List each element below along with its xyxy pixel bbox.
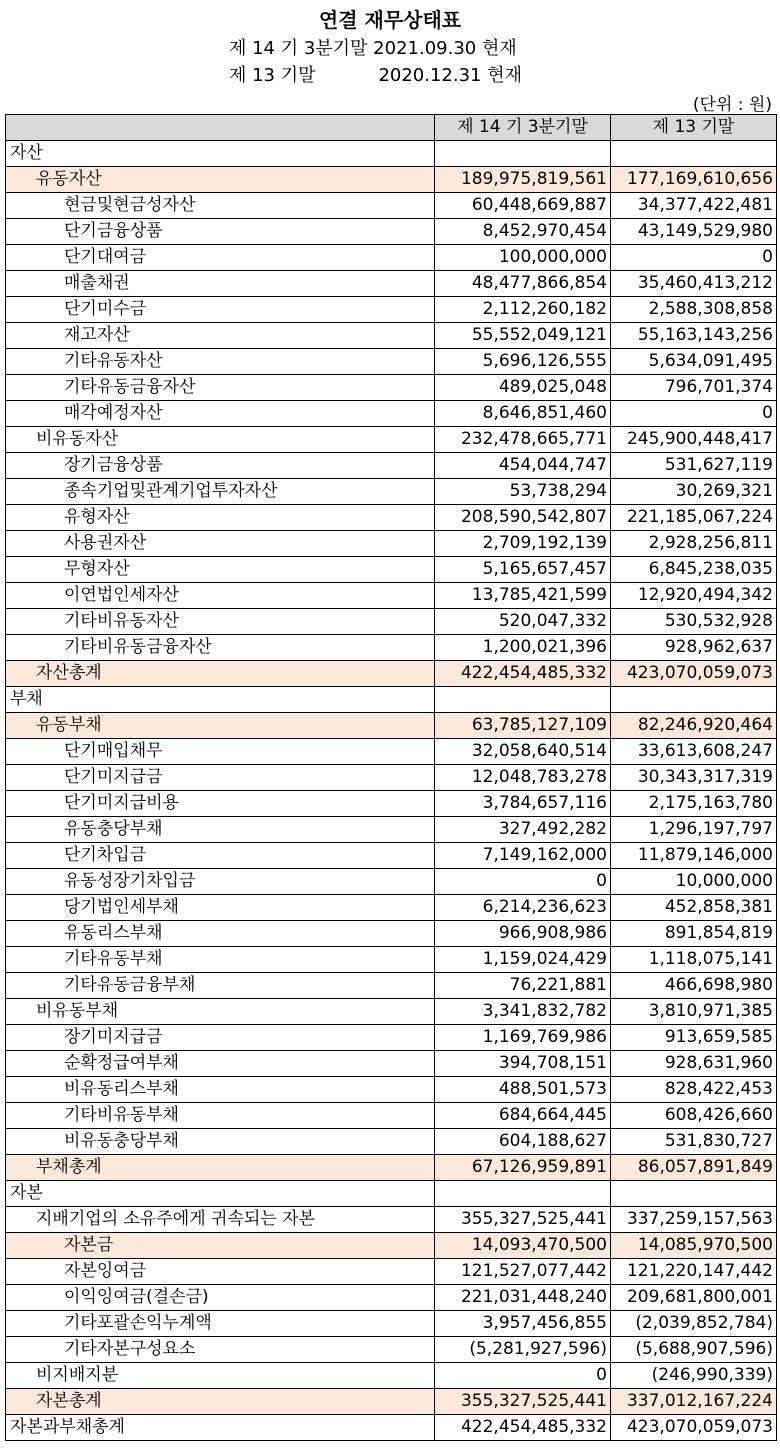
table-row bbox=[6, 1311, 777, 1337]
current-period-value: 355,327,525,441 bbox=[435, 1207, 611, 1233]
current-period-value bbox=[435, 1181, 611, 1207]
table-row bbox=[6, 505, 777, 531]
table-row bbox=[6, 141, 777, 167]
account-label: 단기미수금 bbox=[6, 297, 435, 323]
column-header-account bbox=[6, 115, 435, 141]
prior-period-value: 423,070,059,073 bbox=[611, 1415, 777, 1441]
prior-period-value: 2,588,308,858 bbox=[611, 297, 777, 323]
current-period-value: 13,785,421,599 bbox=[435, 583, 611, 609]
table-row bbox=[6, 609, 777, 635]
account-label: 현금및현금성자산 bbox=[6, 193, 435, 219]
current-period-value: 5,165,657,457 bbox=[435, 557, 611, 583]
account-label: 기타유동금융자산 bbox=[6, 375, 435, 401]
table-row bbox=[6, 531, 777, 557]
prior-period-value: 0 bbox=[611, 401, 777, 427]
current-period-value: 454,044,747 bbox=[435, 453, 611, 479]
prior-period-value: 177,169,610,656 bbox=[611, 167, 777, 193]
prior-period-value: 928,631,960 bbox=[611, 1051, 777, 1077]
table-row bbox=[6, 1233, 777, 1259]
current-period-value: 63,785,127,109 bbox=[435, 713, 611, 739]
table-row bbox=[6, 1103, 777, 1129]
current-period-value: 53,738,294 bbox=[435, 479, 611, 505]
table-row bbox=[6, 583, 777, 609]
account-label: 유동성장기차입금 bbox=[6, 869, 435, 895]
account-label: 이연법인세자산 bbox=[6, 583, 435, 609]
current-period-value: 60,448,669,887 bbox=[435, 193, 611, 219]
statement-header bbox=[0, 0, 780, 114]
prior-period-value: 30,343,317,319 bbox=[611, 765, 777, 791]
prior-period-value: (2,039,852,784) bbox=[611, 1311, 777, 1337]
table-row bbox=[6, 1337, 777, 1363]
unit-label: (단위 : 원) bbox=[692, 95, 772, 115]
current-period-value: 0 bbox=[435, 869, 611, 895]
prior-period-value: 30,269,321 bbox=[611, 479, 777, 505]
account-label: 자본 bbox=[6, 1181, 435, 1207]
account-label: 기타자본구성요소 bbox=[6, 1337, 435, 1363]
balance-sheet-table bbox=[5, 114, 777, 1441]
table-row bbox=[6, 1207, 777, 1233]
current-period-value: 684,664,445 bbox=[435, 1103, 611, 1129]
account-label: 지배기업의 소유주에게 귀속되는 자본 bbox=[6, 1207, 435, 1233]
prior-period-value: 3,810,971,385 bbox=[611, 999, 777, 1025]
account-label: 기타유동금융부채 bbox=[6, 973, 435, 999]
account-label: 매각예정자산 bbox=[6, 401, 435, 427]
account-label: 자본금 bbox=[6, 1233, 435, 1259]
table-row bbox=[6, 739, 777, 765]
current-period-value: 520,047,332 bbox=[435, 609, 611, 635]
prior-period-value: 5,634,091,495 bbox=[611, 349, 777, 375]
table-header-row bbox=[6, 115, 777, 141]
table-row bbox=[6, 219, 777, 245]
current-period-value: 221,031,448,240 bbox=[435, 1285, 611, 1311]
account-label: 기타비유동자산 bbox=[6, 609, 435, 635]
current-period-value: 489,025,048 bbox=[435, 375, 611, 401]
prior-period-value: 43,149,529,980 bbox=[611, 219, 777, 245]
prior-period-value bbox=[611, 687, 777, 713]
account-label: 단기차입금 bbox=[6, 843, 435, 869]
prior-period-value: 337,259,157,563 bbox=[611, 1207, 777, 1233]
prior-period-value: 608,426,660 bbox=[611, 1103, 777, 1129]
prior-period-value: 2,175,163,780 bbox=[611, 791, 777, 817]
account-label: 단기매입채무 bbox=[6, 739, 435, 765]
table-row bbox=[6, 921, 777, 947]
period-prior: 제 13 기말 2020.12.31 현재 bbox=[229, 65, 523, 86]
account-label: 순확정급여부채 bbox=[6, 1051, 435, 1077]
prior-period-value: 423,070,059,073 bbox=[611, 661, 777, 687]
current-period-value: 5,696,126,555 bbox=[435, 349, 611, 375]
account-label: 재고자산 bbox=[6, 323, 435, 349]
account-label: 단기미지급비용 bbox=[6, 791, 435, 817]
account-label: 비유동자산 bbox=[6, 427, 435, 453]
table-row bbox=[6, 401, 777, 427]
prior-period-value: 10,000,000 bbox=[611, 869, 777, 895]
prior-period-value bbox=[611, 141, 777, 167]
prior-period-value: 121,220,147,442 bbox=[611, 1259, 777, 1285]
table-row bbox=[6, 427, 777, 453]
table-row bbox=[6, 1129, 777, 1155]
account-label: 이익잉여금(결손금) bbox=[6, 1285, 435, 1311]
table-row bbox=[6, 765, 777, 791]
account-label: 단기미지급금 bbox=[6, 765, 435, 791]
prior-period-value: 796,701,374 bbox=[611, 375, 777, 401]
account-label: 유형자산 bbox=[6, 505, 435, 531]
account-label: 장기금융상품 bbox=[6, 453, 435, 479]
table-row bbox=[6, 713, 777, 739]
table-row bbox=[6, 297, 777, 323]
current-period-value bbox=[435, 687, 611, 713]
prior-period-value: 221,185,067,224 bbox=[611, 505, 777, 531]
account-label: 유동리스부채 bbox=[6, 921, 435, 947]
account-label: 기타포괄손익누계액 bbox=[6, 1311, 435, 1337]
prior-period-value: 913,659,585 bbox=[611, 1025, 777, 1051]
table-row bbox=[6, 193, 777, 219]
column-header-prior: 제 13 기말 bbox=[611, 115, 777, 141]
prior-period-value: 452,858,381 bbox=[611, 895, 777, 921]
prior-period-value: 466,698,980 bbox=[611, 973, 777, 999]
account-label: 비유동리스부채 bbox=[6, 1077, 435, 1103]
prior-period-value: 55,163,143,256 bbox=[611, 323, 777, 349]
account-label: 유동부채 bbox=[6, 713, 435, 739]
prior-period-value: 6,845,238,035 bbox=[611, 557, 777, 583]
table-row bbox=[6, 349, 777, 375]
account-label: 유동충당부채 bbox=[6, 817, 435, 843]
current-period-value: 67,126,959,891 bbox=[435, 1155, 611, 1181]
current-period-value: 48,477,866,854 bbox=[435, 271, 611, 297]
prior-period-value: 14,085,970,500 bbox=[611, 1233, 777, 1259]
prior-period-value: 891,854,819 bbox=[611, 921, 777, 947]
table-row bbox=[6, 453, 777, 479]
prior-period-value: 34,377,422,481 bbox=[611, 193, 777, 219]
prior-period-value: 245,900,448,417 bbox=[611, 427, 777, 453]
prior-period-value: 209,681,800,001 bbox=[611, 1285, 777, 1311]
current-period-value: 2,709,192,139 bbox=[435, 531, 611, 557]
prior-period-value bbox=[611, 1181, 777, 1207]
current-period-value: 100,000,000 bbox=[435, 245, 611, 271]
table-row bbox=[6, 375, 777, 401]
current-period-value: 55,552,049,121 bbox=[435, 323, 611, 349]
account-label: 자본과부채총계 bbox=[6, 1415, 435, 1441]
account-label: 부채 bbox=[6, 687, 435, 713]
table-row bbox=[6, 1077, 777, 1103]
prior-period-value: 2,928,256,811 bbox=[611, 531, 777, 557]
current-period-value: 8,452,970,454 bbox=[435, 219, 611, 245]
current-period-value: 422,454,485,332 bbox=[435, 1415, 611, 1441]
prior-period-value: 0 bbox=[611, 245, 777, 271]
current-period-value: 3,341,832,782 bbox=[435, 999, 611, 1025]
current-period-value: 7,149,162,000 bbox=[435, 843, 611, 869]
current-period-value: 14,093,470,500 bbox=[435, 1233, 611, 1259]
table-row bbox=[6, 1363, 777, 1389]
statement-title: 연결 재무상태표 bbox=[318, 8, 462, 32]
account-label: 자산총계 bbox=[6, 661, 435, 687]
current-period-value: 76,221,881 bbox=[435, 973, 611, 999]
table-row bbox=[6, 843, 777, 869]
current-period-value: 488,501,573 bbox=[435, 1077, 611, 1103]
account-label: 당기법인세부채 bbox=[6, 895, 435, 921]
table-body bbox=[6, 141, 777, 1441]
account-label: 장기미지급금 bbox=[6, 1025, 435, 1051]
current-period-value: 0 bbox=[435, 1363, 611, 1389]
table-row bbox=[6, 1259, 777, 1285]
current-period-value: (5,281,927,596) bbox=[435, 1337, 611, 1363]
current-period-value: 604,188,627 bbox=[435, 1129, 611, 1155]
account-label: 비지배지분 bbox=[6, 1363, 435, 1389]
table-row bbox=[6, 947, 777, 973]
account-label: 부채총계 bbox=[6, 1155, 435, 1181]
current-period-value: 121,527,077,442 bbox=[435, 1259, 611, 1285]
prior-period-value: 337,012,167,224 bbox=[611, 1389, 777, 1415]
table-row bbox=[6, 1025, 777, 1051]
account-label: 자산 bbox=[6, 141, 435, 167]
account-label: 자본잉여금 bbox=[6, 1259, 435, 1285]
current-period-value: 32,058,640,514 bbox=[435, 739, 611, 765]
account-label: 기타비유동금융자산 bbox=[6, 635, 435, 661]
table-row bbox=[6, 973, 777, 999]
account-label: 기타비유동부채 bbox=[6, 1103, 435, 1129]
table-row bbox=[6, 479, 777, 505]
current-period-value: 8,646,851,460 bbox=[435, 401, 611, 427]
prior-period-value: 530,532,928 bbox=[611, 609, 777, 635]
current-period-value: 12,048,783,278 bbox=[435, 765, 611, 791]
current-period-value: 3,784,657,116 bbox=[435, 791, 611, 817]
table-row bbox=[6, 999, 777, 1025]
current-period-value: 327,492,282 bbox=[435, 817, 611, 843]
prior-period-value: (5,688,907,596) bbox=[611, 1337, 777, 1363]
prior-period-value: 1,296,197,797 bbox=[611, 817, 777, 843]
prior-period-value: 35,460,413,212 bbox=[611, 271, 777, 297]
account-label: 기타유동자산 bbox=[6, 349, 435, 375]
account-label: 매출채권 bbox=[6, 271, 435, 297]
prior-period-value: (246,990,339) bbox=[611, 1363, 777, 1389]
account-label: 자본총계 bbox=[6, 1389, 435, 1415]
current-period-value: 208,590,542,807 bbox=[435, 505, 611, 531]
column-header-current: 제 14 기 3분기말 bbox=[435, 115, 611, 141]
current-period-value: 1,159,024,429 bbox=[435, 947, 611, 973]
prior-period-value: 1,118,075,141 bbox=[611, 947, 777, 973]
account-label: 종속기업및관계기업투자자산 bbox=[6, 479, 435, 505]
table-row bbox=[6, 687, 777, 713]
table-row bbox=[6, 1389, 777, 1415]
table-row bbox=[6, 661, 777, 687]
prior-period-value: 928,962,637 bbox=[611, 635, 777, 661]
table-row bbox=[6, 817, 777, 843]
table-row bbox=[6, 1181, 777, 1207]
prior-period-value: 531,627,119 bbox=[611, 453, 777, 479]
table-row bbox=[6, 167, 777, 193]
account-label: 단기금융상품 bbox=[6, 219, 435, 245]
table-row bbox=[6, 1415, 777, 1441]
period-current: 제 14 기 3분기말 2021.09.30 현재 bbox=[229, 38, 517, 59]
current-period-value: 1,169,769,986 bbox=[435, 1025, 611, 1051]
current-period-value: 355,327,525,441 bbox=[435, 1389, 611, 1415]
prior-period-value: 828,422,453 bbox=[611, 1077, 777, 1103]
current-period-value: 1,200,021,396 bbox=[435, 635, 611, 661]
account-label: 기타유동부채 bbox=[6, 947, 435, 973]
account-label: 비유동부채 bbox=[6, 999, 435, 1025]
account-label: 사용권자산 bbox=[6, 531, 435, 557]
account-label: 무형자산 bbox=[6, 557, 435, 583]
table-row bbox=[6, 557, 777, 583]
current-period-value: 394,708,151 bbox=[435, 1051, 611, 1077]
account-label: 단기대여금 bbox=[6, 245, 435, 271]
table-row bbox=[6, 791, 777, 817]
table-row bbox=[6, 895, 777, 921]
prior-period-value: 86,057,891,849 bbox=[611, 1155, 777, 1181]
table-row bbox=[6, 1155, 777, 1181]
prior-period-value: 82,246,920,464 bbox=[611, 713, 777, 739]
prior-period-value: 531,830,727 bbox=[611, 1129, 777, 1155]
table-row bbox=[6, 1051, 777, 1077]
table-row bbox=[6, 869, 777, 895]
current-period-value: 422,454,485,332 bbox=[435, 661, 611, 687]
account-label: 유동자산 bbox=[6, 167, 435, 193]
prior-period-value: 33,613,608,247 bbox=[611, 739, 777, 765]
table-row bbox=[6, 635, 777, 661]
current-period-value: 232,478,665,771 bbox=[435, 427, 611, 453]
table-row bbox=[6, 271, 777, 297]
account-label: 비유동충당부채 bbox=[6, 1129, 435, 1155]
current-period-value: 3,957,456,855 bbox=[435, 1311, 611, 1337]
current-period-value: 6,214,236,623 bbox=[435, 895, 611, 921]
prior-period-value: 11,879,146,000 bbox=[611, 843, 777, 869]
current-period-value: 189,975,819,561 bbox=[435, 167, 611, 193]
table-row bbox=[6, 245, 777, 271]
table-row bbox=[6, 323, 777, 349]
table-row bbox=[6, 1285, 777, 1311]
current-period-value: 2,112,260,182 bbox=[435, 297, 611, 323]
prior-period-value: 12,920,494,342 bbox=[611, 583, 777, 609]
current-period-value bbox=[435, 141, 611, 167]
current-period-value: 966,908,986 bbox=[435, 921, 611, 947]
